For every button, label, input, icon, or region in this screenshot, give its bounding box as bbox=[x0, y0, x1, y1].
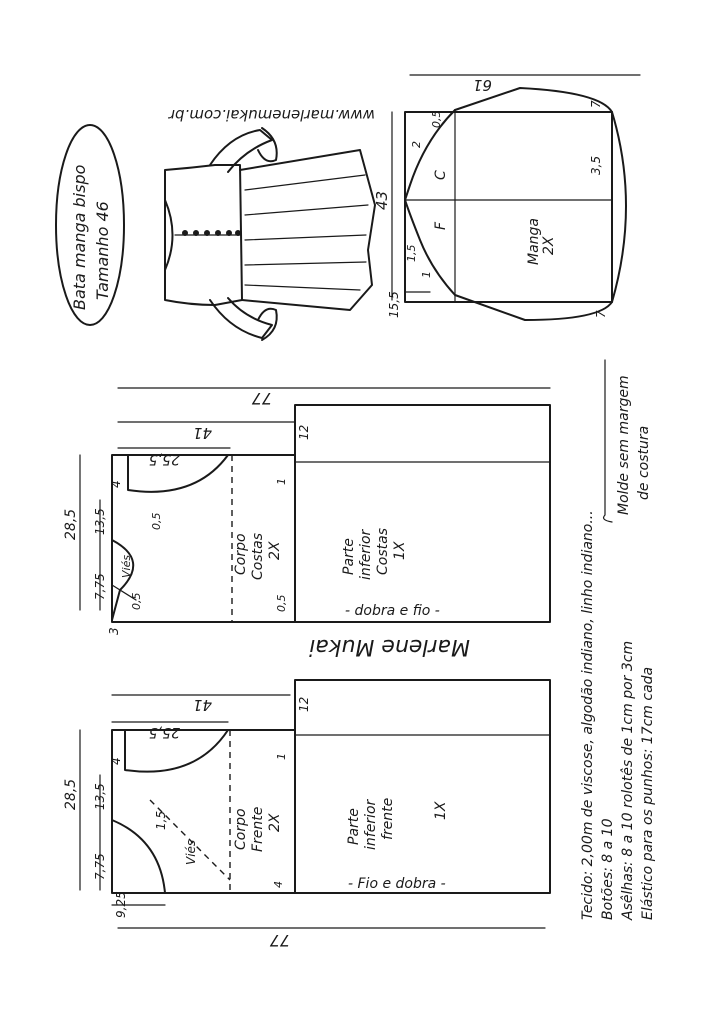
front-half-bust: 28,5 bbox=[63, 778, 79, 810]
back-m-0-5b: 0,5 bbox=[130, 592, 143, 610]
sleeve-7-bottom: 7 bbox=[594, 310, 608, 318]
website-label: www.marlenemukai.com.br bbox=[168, 106, 375, 124]
note-buttons: Botões: 8 a 10 bbox=[600, 818, 616, 920]
front-m-4b: 4 bbox=[272, 881, 285, 888]
front-shoulder-width: 13,5 bbox=[93, 783, 107, 810]
sleeve-pattern bbox=[373, 75, 640, 320]
seam-note bbox=[604, 360, 652, 522]
sleeve-7-top: 7 bbox=[589, 100, 603, 108]
back-vies: Viés bbox=[120, 554, 133, 578]
title-line-2: Tamanho 46 bbox=[93, 201, 112, 300]
sleeve-15-5: 15,5 bbox=[387, 291, 401, 318]
front-m-1: 1 bbox=[275, 753, 288, 760]
back-fold-label: - dobra e fio - bbox=[345, 603, 440, 619]
seam-note-line-2: de costura bbox=[636, 425, 652, 500]
back-bodice-length: 41 bbox=[192, 424, 212, 442]
notes-block bbox=[580, 510, 656, 921]
back-skirt-label-4: 1X bbox=[392, 541, 408, 560]
sleeve-label-name: Manga bbox=[526, 218, 542, 265]
title-oval bbox=[56, 125, 124, 325]
back-skirt-rect bbox=[295, 405, 550, 622]
back-neck-depth: 3 bbox=[107, 627, 121, 635]
sketch-skirt-gathers bbox=[245, 175, 368, 290]
back-armhole-depth: 25,5 bbox=[148, 451, 180, 467]
back-bodice-label-3: 2X bbox=[267, 541, 283, 560]
note-fabric: Tecido: 2,00m de viscose, algodão indiano, linho indiano... bbox=[580, 510, 596, 920]
seam-note-bracket bbox=[604, 360, 612, 522]
back-skirt-label-2: inferior bbox=[358, 529, 374, 580]
back-m-0-5c: 0,5 bbox=[275, 594, 288, 612]
sleeve-hem-curve bbox=[612, 112, 626, 302]
back-skirt-label-3: Costas bbox=[375, 528, 391, 575]
front-skirt-rect bbox=[295, 680, 550, 893]
front-pattern bbox=[63, 680, 550, 950]
front-skirt-label-3: frente bbox=[380, 797, 396, 840]
front-bodice-label-1: Corpo bbox=[233, 808, 249, 850]
signature: Marlene Mukai bbox=[309, 634, 470, 659]
front-neck-width: 7,75 bbox=[93, 853, 107, 880]
front-total-length: 77 bbox=[269, 931, 290, 950]
sleeve-cap-curve bbox=[405, 110, 455, 295]
sleeve-height: 43 bbox=[373, 190, 391, 210]
front-armhole-depth: 25,5 bbox=[148, 724, 180, 740]
front-bodice-length: 41 bbox=[192, 696, 212, 714]
sleeve-1: 1 bbox=[420, 271, 433, 278]
back-m-1: 1 bbox=[275, 478, 288, 485]
front-skirt-label-2: inferior bbox=[363, 799, 379, 850]
back-neck-width: 7,75 bbox=[93, 573, 107, 600]
garment-sketch bbox=[165, 128, 375, 340]
back-pattern bbox=[63, 388, 550, 635]
sleeve-0-5: 0,5 bbox=[430, 110, 443, 128]
back-m-12: 12 bbox=[297, 424, 311, 440]
back-shoulder-width: 13,5 bbox=[93, 508, 107, 535]
back-bodice-label-1: Corpo bbox=[233, 533, 249, 575]
back-bodice-label-2: Costas bbox=[250, 533, 266, 580]
sleeve-rectangle bbox=[405, 112, 612, 302]
back-half-bust: 28,5 bbox=[63, 508, 79, 540]
sleeve-bottom-slope bbox=[455, 295, 612, 320]
front-bodice-label-3: 2X bbox=[267, 813, 283, 832]
front-skirt-label-4: 1X bbox=[433, 801, 449, 820]
sleeve-1-5: 1,5 bbox=[405, 244, 418, 262]
front-m-4: 4 bbox=[109, 757, 123, 765]
front-m-1-5: 1,5 bbox=[154, 810, 168, 830]
sleeve-curve-c: C bbox=[433, 170, 449, 180]
note-loops: Asêlhas: 8 a 10 rolotês de 1cm por 3cm bbox=[620, 640, 636, 920]
back-total-length: 77 bbox=[251, 389, 272, 408]
title-block bbox=[56, 125, 124, 325]
front-neck-depth: 9,25 bbox=[114, 891, 128, 918]
sleeve-curve-f: F bbox=[433, 221, 449, 230]
note-elastic: Elástico para os punhos: 17cm cada bbox=[640, 666, 656, 920]
back-m-0-5a: 0,5 bbox=[150, 512, 163, 530]
seam-note-line-1: Molde sem margem bbox=[616, 375, 632, 515]
back-m-4: 4 bbox=[109, 480, 123, 488]
sketch-neckline bbox=[165, 200, 173, 270]
back-skirt-label-1: Parte bbox=[341, 538, 357, 575]
sleeve-width: 61 bbox=[472, 76, 492, 94]
front-fold-label: - Fio e dobra - bbox=[348, 876, 446, 892]
sleeve-3-5: 3,5 bbox=[589, 155, 603, 175]
sleeve-2: 2 bbox=[410, 141, 423, 148]
title-line-1: Bata manga bispo bbox=[70, 164, 89, 310]
front-m-12: 12 bbox=[297, 696, 311, 712]
front-bodice-label-2: Frente bbox=[250, 806, 266, 852]
sleeve-label-count: 2X bbox=[541, 236, 557, 255]
front-skirt-label-1: Parte bbox=[346, 808, 362, 845]
front-vies: Viés bbox=[184, 839, 198, 865]
